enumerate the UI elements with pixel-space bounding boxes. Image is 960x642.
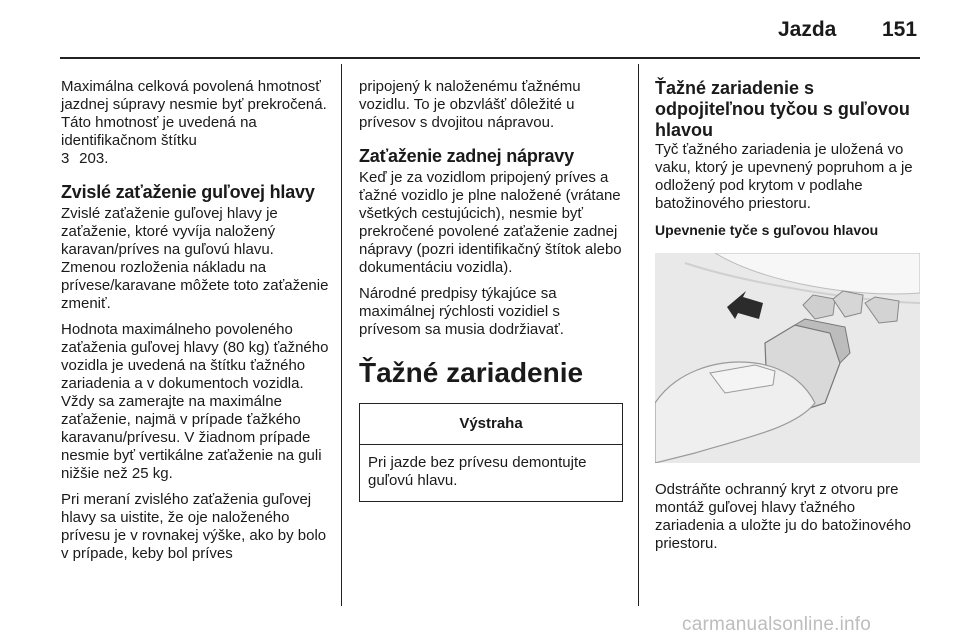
warning-text: Pri jazde bez prívesu demontujte guľovú hlavu.	[368, 454, 587, 489]
towing-device-heading: Ťažné zariadenie	[359, 357, 584, 388]
vertical-load-paragraph-2: Hodnota maximálneho povoleného zaťaženia guľovej hlavy (80 kg) ťažného vozidla je uvedená na štítku ťažného zariadenia a v dokumentoch vozidla. Vždy sa zamerajte na maximálne zaťaženie, najmä v prípade ťažkého karavanu/prívesu. V žiadnom prípade nesmie byť vertikálne zaťaženie na guli nižšie než 25 kg.	[61, 321, 329, 482]
detachable-bar-paragraph: Tyč ťažného zariadenia je uložená vo vaku, ktorý je upevnený popruhom a je odložený pod krytom v podlahe batožinového priestoru.	[655, 141, 913, 212]
intro-text: Maximálna celková povolená hmotnosť jazdnej súpravy nesmie byť prekročená. Táto hmotnosť je uvedená na identifikačnom štítku	[61, 78, 327, 149]
column-divider-2	[638, 64, 639, 606]
warning-title: Výstraha	[360, 404, 622, 445]
warning-box	[359, 403, 623, 502]
continued-paragraph: pripojený k naloženému ťažnému vozidlu. To je obzvlášť dôležité u prívesov s dvojitou nápravou.	[359, 78, 581, 131]
watermark: carmanualsonline.info	[682, 614, 872, 635]
towbar-cover-drawing	[655, 253, 920, 463]
rear-axle-heading: Zaťaženie zadnej nápravy	[359, 146, 574, 166]
towbar-cover-illustration	[655, 253, 920, 463]
intro-paragraph	[61, 78, 333, 168]
column-2	[359, 78, 624, 502]
remove-cover-paragraph: Odstráňte ochranný kryt z otvoru pre montáž guľovej hlavy ťažného zariadenia a uložte ju do batožinového priestoru.	[655, 481, 912, 552]
vertical-load-paragraph-3: Pri meraní zvislého zaťaženia guľovej hlavy sa uistite, že oje naloženého prívesu je v rovnakej výške, ako by bolo v prípade, keby bol príves	[61, 491, 327, 562]
column-1	[61, 78, 333, 571]
vertical-load-paragraph-1: Zvislé zaťaženie guľovej hlavy je zaťaženie, ktoré vyvíja naložený karavan/príves na guľovú hlavu. Zmenou rozloženia nákladu na prívese/karavane môžete toto zaťaženie zmeniť.	[61, 205, 329, 312]
rear-axle-paragraph-1: Keď je za vozidlom pripojený príves a ťažné vozidlo je plne naložené (vrátane všetkých cestujúcich), nesmie byť prekročené povolené zaťaženie zadnej nápravy (pozri identifikačný štítok alebo dokumentáciu vozidla).	[359, 169, 622, 276]
section-title: Jazda	[778, 18, 837, 41]
page-reference-icon: 3	[61, 150, 70, 167]
page-number: 151	[882, 18, 918, 41]
column-3	[655, 78, 920, 561]
rear-axle-paragraph-2: Národné predpisy týkajúce sa maximálnej rýchlosti vozidiel s prívesom sa musia dodržiavať.	[359, 285, 564, 338]
page-header	[0, 0, 960, 62]
page-reference-link[interactable]: 203.	[79, 150, 109, 167]
detachable-bar-heading: Ťažné zariadenie s odpojiteľnou tyčou s guľovou hlavou	[655, 78, 910, 140]
vertical-load-heading: Zvislé zaťaženie guľovej hlavy	[61, 182, 315, 202]
column-divider-1	[341, 64, 342, 606]
header-divider	[60, 57, 920, 59]
fitting-subheading: Upevnenie tyče s guľovou hlavou	[655, 222, 879, 238]
